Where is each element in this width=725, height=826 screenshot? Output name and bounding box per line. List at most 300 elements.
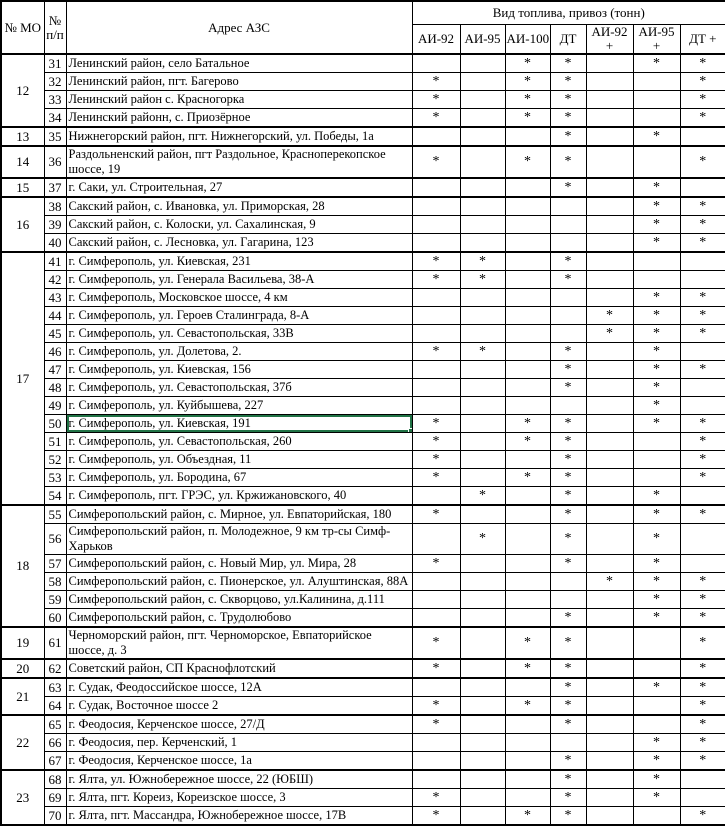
fuel-empty-cell[interactable] xyxy=(633,433,680,451)
fuel-empty-cell[interactable] xyxy=(633,146,680,178)
fuel-empty-cell[interactable] xyxy=(505,216,550,234)
fuel-mark-cell[interactable]: * xyxy=(550,361,586,379)
fuel-mark-cell[interactable]: * xyxy=(586,307,633,325)
fuel-empty-cell[interactable] xyxy=(586,433,633,451)
row-number-cell[interactable]: 65 xyxy=(44,715,66,734)
row-number-cell[interactable]: 58 xyxy=(44,573,66,591)
fuel-empty-cell[interactable] xyxy=(460,451,505,469)
fuel-empty-cell[interactable] xyxy=(586,469,633,487)
fuel-empty-cell[interactable] xyxy=(586,216,633,234)
fuel-empty-cell[interactable] xyxy=(633,659,680,678)
row-number-cell[interactable]: 55 xyxy=(44,505,66,524)
fuel-empty-cell[interactable] xyxy=(460,770,505,789)
fuel-mark-cell[interactable]: * xyxy=(633,555,680,573)
fuel-mark-cell[interactable]: * xyxy=(460,252,505,271)
fuel-empty-cell[interactable] xyxy=(586,789,633,807)
fuel-empty-cell[interactable] xyxy=(550,234,586,253)
fuel-mark-cell[interactable]: * xyxy=(412,252,460,271)
fuel-empty-cell[interactable] xyxy=(586,752,633,771)
row-number-cell[interactable]: 56 xyxy=(44,524,66,555)
fuel-mark-cell[interactable]: * xyxy=(633,487,680,506)
row-number-cell[interactable]: 70 xyxy=(44,807,66,826)
fuel-mark-cell[interactable]: * xyxy=(680,109,725,128)
fuel-mark-cell[interactable]: * xyxy=(505,91,550,109)
row-number-cell[interactable]: 32 xyxy=(44,73,66,91)
fuel-mark-cell[interactable]: * xyxy=(412,343,460,361)
fuel-mark-cell[interactable]: * xyxy=(550,752,586,771)
fuel-empty-cell[interactable] xyxy=(460,54,505,73)
fuel-mark-cell[interactable]: * xyxy=(412,91,460,109)
fuel-empty-cell[interactable] xyxy=(460,127,505,146)
address-cell[interactable]: г. Симферополь, ул. Героев Сталинграда, 8-А xyxy=(66,307,412,325)
fuel-empty-cell[interactable] xyxy=(586,609,633,628)
fuel-mark-cell[interactable]: * xyxy=(550,807,586,826)
mo-cell[interactable]: 22 xyxy=(1,715,44,770)
row-number-cell[interactable]: 45 xyxy=(44,325,66,343)
address-cell[interactable]: Ленинский районн, с. Приозёрное xyxy=(66,109,412,128)
header-fuel-ai95-plus[interactable]: АИ-95 + xyxy=(633,24,680,54)
fuel-mark-cell[interactable]: * xyxy=(550,678,586,697)
fuel-mark-cell[interactable]: * xyxy=(680,197,725,216)
fuel-empty-cell[interactable] xyxy=(460,659,505,678)
fuel-mark-cell[interactable]: * xyxy=(550,91,586,109)
fuel-mark-cell[interactable]: * xyxy=(505,146,550,178)
fuel-empty-cell[interactable] xyxy=(505,524,550,555)
fuel-empty-cell[interactable] xyxy=(460,361,505,379)
fuel-mark-cell[interactable]: * xyxy=(550,178,586,197)
row-number-cell[interactable]: 69 xyxy=(44,789,66,807)
fuel-mark-cell[interactable]: * xyxy=(633,234,680,253)
address-cell[interactable]: Ленинский район, село Батальное xyxy=(66,54,412,73)
fuel-empty-cell[interactable] xyxy=(586,487,633,506)
fuel-mark-cell[interactable]: * xyxy=(505,415,550,433)
fuel-empty-cell[interactable] xyxy=(680,555,725,573)
row-number-cell[interactable]: 46 xyxy=(44,343,66,361)
fuel-empty-cell[interactable] xyxy=(505,271,550,289)
address-cell[interactable]: г. Феодосия, пер. Керченский, 1 xyxy=(66,734,412,752)
fuel-mark-cell[interactable]: * xyxy=(680,734,725,752)
fuel-empty-cell[interactable] xyxy=(633,451,680,469)
fuel-mark-cell[interactable]: * xyxy=(633,397,680,415)
fuel-empty-cell[interactable] xyxy=(505,734,550,752)
fuel-mark-cell[interactable]: * xyxy=(633,609,680,628)
fuel-mark-cell[interactable]: * xyxy=(550,379,586,397)
fuel-empty-cell[interactable] xyxy=(680,127,725,146)
fuel-empty-cell[interactable] xyxy=(412,307,460,325)
mo-cell[interactable]: 16 xyxy=(1,197,44,252)
fuel-mark-cell[interactable]: * xyxy=(412,715,460,734)
row-number-cell[interactable]: 42 xyxy=(44,271,66,289)
fuel-mark-cell[interactable]: * xyxy=(505,54,550,73)
fuel-empty-cell[interactable] xyxy=(680,178,725,197)
fuel-mark-cell[interactable]: * xyxy=(633,343,680,361)
fuel-mark-cell[interactable]: * xyxy=(550,54,586,73)
fuel-empty-cell[interactable] xyxy=(412,54,460,73)
header-row-number[interactable]: № п/п xyxy=(44,1,66,54)
fuel-empty-cell[interactable] xyxy=(412,379,460,397)
fuel-mark-cell[interactable]: * xyxy=(680,697,725,716)
fuel-empty-cell[interactable] xyxy=(586,555,633,573)
header-fuel-group[interactable]: Вид топлива, привоз (тонн) xyxy=(412,1,725,24)
row-number-cell[interactable]: 47 xyxy=(44,361,66,379)
fuel-mark-cell[interactable]: * xyxy=(412,789,460,807)
fuel-mark-cell[interactable]: * xyxy=(633,216,680,234)
address-cell[interactable]: г. Симферополь, ул. Долетова, 2. xyxy=(66,343,412,361)
fuel-empty-cell[interactable] xyxy=(550,325,586,343)
fuel-empty-cell[interactable] xyxy=(412,752,460,771)
fuel-mark-cell[interactable]: * xyxy=(460,271,505,289)
fuel-mark-cell[interactable]: * xyxy=(633,361,680,379)
fuel-mark-cell[interactable]: * xyxy=(550,715,586,734)
row-number-cell[interactable]: 61 xyxy=(44,627,66,659)
row-number-cell[interactable]: 49 xyxy=(44,397,66,415)
address-cell[interactable]: г. Феодосия, Керченское шоссе, 27/Д xyxy=(66,715,412,734)
fuel-mark-cell[interactable]: * xyxy=(633,127,680,146)
row-number-cell[interactable]: 57 xyxy=(44,555,66,573)
fuel-empty-cell[interactable] xyxy=(505,678,550,697)
fuel-mark-cell[interactable]: * xyxy=(412,415,460,433)
fuel-empty-cell[interactable] xyxy=(680,343,725,361)
fuel-empty-cell[interactable] xyxy=(633,627,680,659)
fuel-empty-cell[interactable] xyxy=(586,415,633,433)
mo-cell[interactable]: 19 xyxy=(1,627,44,659)
fuel-empty-cell[interactable] xyxy=(412,591,460,609)
fuel-empty-cell[interactable] xyxy=(633,715,680,734)
row-number-cell[interactable]: 34 xyxy=(44,109,66,128)
fuel-empty-cell[interactable] xyxy=(505,252,550,271)
address-cell[interactable]: Симферопольский район, с. Мирное, ул. Евпаторийская, 180 xyxy=(66,505,412,524)
fuel-empty-cell[interactable] xyxy=(460,697,505,716)
row-number-cell[interactable]: 33 xyxy=(44,91,66,109)
fuel-empty-cell[interactable] xyxy=(586,678,633,697)
fuel-empty-cell[interactable] xyxy=(586,361,633,379)
fuel-empty-cell[interactable] xyxy=(460,734,505,752)
fuel-empty-cell[interactable] xyxy=(586,54,633,73)
fuel-empty-cell[interactable] xyxy=(586,734,633,752)
mo-cell[interactable]: 20 xyxy=(1,659,44,678)
fuel-mark-cell[interactable]: * xyxy=(680,433,725,451)
header-fuel-ai95[interactable]: АИ-95 xyxy=(460,24,505,54)
address-cell[interactable]: Сакский район, с. Ивановка, ул. Приморская, 28 xyxy=(66,197,412,216)
row-number-cell[interactable]: 66 xyxy=(44,734,66,752)
fuel-mark-cell[interactable]: * xyxy=(680,807,725,826)
fuel-mark-cell[interactable]: * xyxy=(412,807,460,826)
row-number-cell[interactable]: 54 xyxy=(44,487,66,506)
fuel-empty-cell[interactable] xyxy=(460,678,505,697)
fuel-empty-cell[interactable] xyxy=(460,609,505,628)
fuel-mark-cell[interactable]: * xyxy=(550,469,586,487)
fuel-empty-cell[interactable] xyxy=(460,289,505,307)
fuel-empty-cell[interactable] xyxy=(550,591,586,609)
fuel-mark-cell[interactable]: * xyxy=(550,109,586,128)
mo-cell[interactable]: 18 xyxy=(1,505,44,627)
fuel-empty-cell[interactable] xyxy=(412,609,460,628)
fuel-mark-cell[interactable]: * xyxy=(586,573,633,591)
fuel-mark-cell[interactable]: * xyxy=(680,361,725,379)
row-number-cell[interactable]: 64 xyxy=(44,697,66,716)
address-cell[interactable]: г. Судак, Феодоссийское шоссе, 12А xyxy=(66,678,412,697)
fuel-mark-cell[interactable]: * xyxy=(550,127,586,146)
row-number-cell[interactable]: 68 xyxy=(44,770,66,789)
fuel-empty-cell[interactable] xyxy=(586,109,633,128)
fuel-mark-cell[interactable]: * xyxy=(550,770,586,789)
address-cell[interactable]: г. Симферополь, ул. Севастопольская, 260 xyxy=(66,433,412,451)
fuel-empty-cell[interactable] xyxy=(460,752,505,771)
fuel-mark-cell[interactable]: * xyxy=(633,734,680,752)
row-number-cell[interactable]: 53 xyxy=(44,469,66,487)
fuel-empty-cell[interactable] xyxy=(550,216,586,234)
fuel-empty-cell[interactable] xyxy=(505,609,550,628)
fuel-empty-cell[interactable] xyxy=(505,307,550,325)
fuel-empty-cell[interactable] xyxy=(680,252,725,271)
fuel-empty-cell[interactable] xyxy=(680,789,725,807)
fuel-empty-cell[interactable] xyxy=(505,487,550,506)
fuel-empty-cell[interactable] xyxy=(460,379,505,397)
address-cell[interactable]: Симферопольский район, п. Молодежное, 9 км тр-сы Симф-Харьков xyxy=(66,524,412,555)
mo-cell[interactable]: 23 xyxy=(1,770,44,825)
fuel-mark-cell[interactable]: * xyxy=(680,659,725,678)
fuel-empty-cell[interactable] xyxy=(586,178,633,197)
fuel-empty-cell[interactable] xyxy=(412,397,460,415)
fuel-empty-cell[interactable] xyxy=(505,555,550,573)
fuel-empty-cell[interactable] xyxy=(460,109,505,128)
fuel-empty-cell[interactable] xyxy=(460,178,505,197)
fuel-mark-cell[interactable]: * xyxy=(680,451,725,469)
mo-cell[interactable]: 21 xyxy=(1,678,44,715)
row-number-cell[interactable]: 31 xyxy=(44,54,66,73)
header-fuel-dt[interactable]: ДТ xyxy=(550,24,586,54)
fuel-mark-cell[interactable]: * xyxy=(550,146,586,178)
fuel-empty-cell[interactable] xyxy=(586,146,633,178)
fuel-mark-cell[interactable]: * xyxy=(412,555,460,573)
fuel-mark-cell[interactable]: * xyxy=(550,524,586,555)
fuel-empty-cell[interactable] xyxy=(460,146,505,178)
header-fuel-ai92-plus[interactable]: АИ-92 + xyxy=(586,24,633,54)
fuel-empty-cell[interactable] xyxy=(586,73,633,91)
address-cell[interactable]: Симферопольский район, с. Трудолюбово xyxy=(66,609,412,628)
fuel-mark-cell[interactable]: * xyxy=(550,505,586,524)
fuel-mark-cell[interactable]: * xyxy=(505,627,550,659)
fuel-mark-cell[interactable]: * xyxy=(412,659,460,678)
fuel-empty-cell[interactable] xyxy=(586,234,633,253)
fuel-empty-cell[interactable] xyxy=(586,715,633,734)
address-cell[interactable]: г. Симферополь, Московское шоссе, 4 км xyxy=(66,289,412,307)
fuel-empty-cell[interactable] xyxy=(412,234,460,253)
fuel-empty-cell[interactable] xyxy=(586,524,633,555)
fuel-mark-cell[interactable]: * xyxy=(680,678,725,697)
fuel-empty-cell[interactable] xyxy=(550,397,586,415)
fuel-mark-cell[interactable]: * xyxy=(633,770,680,789)
fuel-mark-cell[interactable]: * xyxy=(550,343,586,361)
fuel-empty-cell[interactable] xyxy=(586,697,633,716)
address-cell[interactable]: Симферопольский район, с. Скворцово, ул.Калинина, д.111 xyxy=(66,591,412,609)
fuel-empty-cell[interactable] xyxy=(412,524,460,555)
fuel-mark-cell[interactable]: * xyxy=(633,524,680,555)
row-number-cell[interactable]: 40 xyxy=(44,234,66,253)
fuel-mark-cell[interactable]: * xyxy=(412,146,460,178)
fuel-empty-cell[interactable] xyxy=(460,469,505,487)
fuel-empty-cell[interactable] xyxy=(586,591,633,609)
fuel-mark-cell[interactable]: * xyxy=(633,325,680,343)
address-cell[interactable]: г. Симферополь, ул. Севастопольская, 33В xyxy=(66,325,412,343)
row-number-cell[interactable]: 60 xyxy=(44,609,66,628)
fuel-mark-cell[interactable]: * xyxy=(633,178,680,197)
fuel-mark-cell[interactable]: * xyxy=(550,659,586,678)
address-cell[interactable]: г. Феодосия, Керченское шоссе, 1а xyxy=(66,752,412,771)
fuel-empty-cell[interactable] xyxy=(412,127,460,146)
fuel-mark-cell[interactable]: * xyxy=(633,289,680,307)
fuel-mark-cell[interactable]: * xyxy=(412,697,460,716)
fuel-empty-cell[interactable] xyxy=(505,379,550,397)
mo-cell[interactable]: 15 xyxy=(1,178,44,197)
fuel-empty-cell[interactable] xyxy=(633,252,680,271)
fuel-mark-cell[interactable]: * xyxy=(633,678,680,697)
fuel-empty-cell[interactable] xyxy=(412,325,460,343)
fuel-mark-cell[interactable]: * xyxy=(680,91,725,109)
fuel-mark-cell[interactable]: * xyxy=(550,252,586,271)
fuel-empty-cell[interactable] xyxy=(586,659,633,678)
fuel-mark-cell[interactable]: * xyxy=(633,415,680,433)
fuel-mark-cell[interactable]: * xyxy=(633,379,680,397)
fuel-mark-cell[interactable]: * xyxy=(412,109,460,128)
fuel-empty-cell[interactable] xyxy=(460,505,505,524)
fuel-empty-cell[interactable] xyxy=(460,325,505,343)
mo-cell[interactable]: 17 xyxy=(1,252,44,505)
fuel-empty-cell[interactable] xyxy=(680,524,725,555)
fuel-empty-cell[interactable] xyxy=(586,807,633,826)
address-cell[interactable]: г. Судак, Восточное шоссе 2 xyxy=(66,697,412,716)
fuel-empty-cell[interactable] xyxy=(633,73,680,91)
fuel-empty-cell[interactable] xyxy=(505,127,550,146)
fuel-empty-cell[interactable] xyxy=(586,770,633,789)
fuel-mark-cell[interactable]: * xyxy=(550,433,586,451)
fuel-mark-cell[interactable]: * xyxy=(633,505,680,524)
fuel-mark-cell[interactable]: * xyxy=(550,415,586,433)
fuel-empty-cell[interactable] xyxy=(460,197,505,216)
fuel-empty-cell[interactable] xyxy=(633,271,680,289)
row-number-cell[interactable]: 41 xyxy=(44,252,66,271)
row-number-cell[interactable]: 35 xyxy=(44,127,66,146)
address-cell[interactable]: Симферопольский район, с. Новый Мир, ул. Мира, 28 xyxy=(66,555,412,573)
address-cell[interactable]: Сакский район, с. Колоски, ул. Сахалинская, 9 xyxy=(66,216,412,234)
fuel-empty-cell[interactable] xyxy=(505,397,550,415)
fuel-empty-cell[interactable] xyxy=(412,734,460,752)
fuel-empty-cell[interactable] xyxy=(505,361,550,379)
fuel-mark-cell[interactable]: * xyxy=(680,627,725,659)
fuel-empty-cell[interactable] xyxy=(460,807,505,826)
fuel-empty-cell[interactable] xyxy=(680,379,725,397)
address-cell[interactable]: г. Симферополь, пгт. ГРЭС, ул. Кржижановского, 40 xyxy=(66,487,412,506)
address-cell[interactable]: Сакский район, с. Лесновка, ул. Гагарина, 123 xyxy=(66,234,412,253)
address-cell[interactable]: г. Симферополь, ул. Киевская, 231 xyxy=(66,252,412,271)
address-cell[interactable]: г. Симферополь, ул. Киевская, 156 xyxy=(66,361,412,379)
fuel-mark-cell[interactable]: * xyxy=(633,54,680,73)
fuel-empty-cell[interactable] xyxy=(586,343,633,361)
fuel-empty-cell[interactable] xyxy=(505,343,550,361)
address-cell[interactable]: Раздольненский район, пгт Раздольное, Красноперекопское шоссе, 19 xyxy=(66,146,412,178)
fuel-mark-cell[interactable]: * xyxy=(505,109,550,128)
fuel-empty-cell[interactable] xyxy=(460,91,505,109)
address-cell[interactable]: Советский район, СП Краснофлотский xyxy=(66,659,412,678)
address-cell[interactable]: г. Симферополь, ул. Бородина, 67 xyxy=(66,469,412,487)
fuel-empty-cell[interactable] xyxy=(505,325,550,343)
fuel-mark-cell[interactable]: * xyxy=(550,789,586,807)
fuel-mark-cell[interactable]: * xyxy=(505,433,550,451)
address-cell[interactable]: г. Ялта, пгт. Кореиз, Кореизское шоссе, 3 xyxy=(66,789,412,807)
fuel-mark-cell[interactable]: * xyxy=(680,307,725,325)
fuel-empty-cell[interactable] xyxy=(586,451,633,469)
fuel-empty-cell[interactable] xyxy=(505,752,550,771)
fuel-empty-cell[interactable] xyxy=(505,197,550,216)
fuel-mark-cell[interactable]: * xyxy=(412,469,460,487)
fuel-empty-cell[interactable] xyxy=(586,397,633,415)
fuel-mark-cell[interactable]: * xyxy=(680,73,725,91)
fuel-mark-cell[interactable]: * xyxy=(680,325,725,343)
fuel-mark-cell[interactable]: * xyxy=(680,234,725,253)
fuel-mark-cell[interactable]: * xyxy=(460,487,505,506)
fuel-empty-cell[interactable] xyxy=(505,591,550,609)
fuel-mark-cell[interactable]: * xyxy=(412,451,460,469)
row-number-cell[interactable]: 63 xyxy=(44,678,66,697)
fuel-empty-cell[interactable] xyxy=(586,197,633,216)
fuel-mark-cell[interactable]: * xyxy=(550,73,586,91)
fuel-mark-cell[interactable]: * xyxy=(633,789,680,807)
fuel-mark-cell[interactable]: * xyxy=(680,146,725,178)
row-number-cell[interactable]: 37 xyxy=(44,178,66,197)
fuel-empty-cell[interactable] xyxy=(460,591,505,609)
fuel-empty-cell[interactable] xyxy=(460,573,505,591)
fuel-empty-cell[interactable] xyxy=(460,234,505,253)
row-number-cell[interactable]: 38 xyxy=(44,197,66,216)
fuel-mark-cell[interactable]: * xyxy=(550,271,586,289)
fuel-empty-cell[interactable] xyxy=(412,216,460,234)
fuel-mark-cell[interactable]: * xyxy=(680,216,725,234)
fuel-empty-cell[interactable] xyxy=(505,234,550,253)
fuel-empty-cell[interactable] xyxy=(412,361,460,379)
fuel-mark-cell[interactable]: * xyxy=(505,697,550,716)
fuel-mark-cell[interactable]: * xyxy=(412,433,460,451)
address-cell[interactable]: Ленинский район, пгт. Багерово xyxy=(66,73,412,91)
mo-cell[interactable]: 12 xyxy=(1,54,44,127)
fuel-empty-cell[interactable] xyxy=(505,451,550,469)
address-cell[interactable]: г. Симферополь, ул. Севастопольская, 37б xyxy=(66,379,412,397)
fuel-mark-cell[interactable]: * xyxy=(550,451,586,469)
fuel-mark-cell[interactable]: * xyxy=(550,487,586,506)
fuel-empty-cell[interactable] xyxy=(633,807,680,826)
fuel-empty-cell[interactable] xyxy=(586,505,633,524)
header-fuel-ai92[interactable]: АИ-92 xyxy=(412,24,460,54)
fuel-empty-cell[interactable] xyxy=(412,678,460,697)
fuel-mark-cell[interactable]: * xyxy=(633,307,680,325)
address-cell[interactable]: Нижнегорский район, пгт. Нижнегорский, ул. Победы, 1а xyxy=(66,127,412,146)
fuel-mark-cell[interactable]: * xyxy=(505,73,550,91)
fuel-empty-cell[interactable] xyxy=(460,73,505,91)
fuel-empty-cell[interactable] xyxy=(412,178,460,197)
fuel-empty-cell[interactable] xyxy=(586,289,633,307)
address-cell[interactable]: Ленинский район с. Красногорка xyxy=(66,91,412,109)
fuel-mark-cell[interactable]: * xyxy=(586,325,633,343)
fuel-mark-cell[interactable]: * xyxy=(633,752,680,771)
fuel-empty-cell[interactable] xyxy=(586,91,633,109)
fuel-empty-cell[interactable] xyxy=(460,397,505,415)
fuel-empty-cell[interactable] xyxy=(633,91,680,109)
fuel-mark-cell[interactable]: * xyxy=(680,573,725,591)
fuel-empty-cell[interactable] xyxy=(586,271,633,289)
fuel-empty-cell[interactable] xyxy=(505,715,550,734)
fuel-mark-cell[interactable]: * xyxy=(550,555,586,573)
fuel-empty-cell[interactable] xyxy=(633,469,680,487)
header-mo[interactable]: № МО xyxy=(1,1,44,54)
